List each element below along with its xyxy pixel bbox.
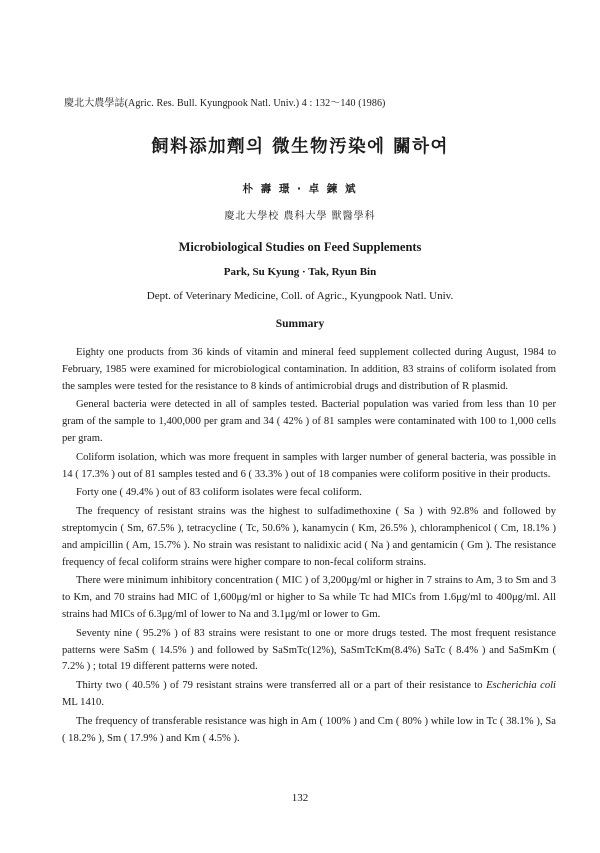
paragraph: The frequency of resistant strains was the highest to sulfadimethoxine ( Sa ) with 92.8% and followed by streptomycin ( Sm, 67.5% ), tetracycline ( Tc, 50.6% ), kanamycin ( Km, 26.5% ), chloramphenicol ( Cm, 18.1% ) and ampicillin ( Am, 15.7% ). No strain was resistant to nalidixic acid ( Na ) and gentamicin ( Gm ). The resistance frequency of fecal coliform strains were higher compare to non-fecal coliform strains. [62,506,556,568]
paragraph: There were minimum inhibitory concentration ( MIC ) of 3,200μg/ml or higher in 7 strains to Am, 3 to Sm and 3 to Km, and 70 strains had MIC of 1,600μg/ml or higher to Sa while Tc had MICs from 1.6μg/ml to 400μg/ml. All strains had MICs of 6.3μg/ml of lower to Na and 3.1μg/ml or lower to Gm. [62,575,556,620]
organism-strain: ML 1410. [62,696,104,708]
paragraph: The frequency of transferable resistance was high in Am ( 100% ) and Cm ( 80% ) while low in Tc ( 38.1% ), Sa ( 18.2% ), Sm ( 17.9% ) and Km ( 4.5% ). [62,715,556,744]
summary-body [62,345,556,749]
korean-affiliation: 慶北大學校 農科大學 獸醫學科 [224,211,376,222]
paragraph: Eighty one products from 36 kinds of vitamin and mineral feed supplement collected during August, 1984 to February, 1985 were examined for microbiological contamination. In addition, 83 strains of coliform isolated from the samples were tested for the resistance to 8 kinds of antimicrobial drugs and distribution of R plasmid. [62,347,556,392]
paragraph-text: Thirty two ( 40.5% ) of 79 resistant strains were transferred all or a part of their resistance to [76,680,487,692]
summary-heading: Summary [275,318,325,330]
korean-title: 飼料添加劑의 微生物汚染에 關하여 [151,137,449,157]
korean-authors: 朴 壽 璟 · 卓 鍊 斌 [242,183,358,195]
english-authors: Park, Su Kyung · Tak, Ryun Bin [223,266,377,278]
paragraph: General bacteria were detected in all of samples tested. Bacterial population was varied from less than 10 per gram of the sample to 1,400,000 per gram and 34 ( 42% ) of 81 samples were contaminated with 100 to 1,000 cells per gram. [62,399,556,444]
journal-citation: 慶北大農學誌(Agric. Res. Bull. Kyungpook Natl. Univ.) 4 : 132～140 (1986) [64,98,386,109]
paragraph: Forty one ( 49.4% ) out of 83 coliform isolates were fecal coliform. [76,487,362,499]
paragraph: Coliform isolation, which was more frequent in samples with larger number of general bacteria, was possible in 14 ( 17.3% ) out of 81 samples tested and 6 ( 33.3% ) out of 18 companies were coliform positive in their products. [62,451,556,480]
paragraph: Seventy nine ( 95.2% ) of 83 strains were resistant to one or more drugs tested. The most frequent resistance patterns were SaSm ( 14.5% ) and followed by SaSmTc(12%), SaSmTcKm(8.4%) SaTc ( 8.4% ) and SaSmKm ( 7.2% ) ; total 19 different patterns were noted. [62,627,556,673]
english-title: Microbiological Studies on Feed Supplements [178,240,422,254]
paragraph [62,678,556,712]
english-affiliation: Dept. of Veterinary Medicine, Coll. of Agric., Kyungpook Natl. Univ. [146,290,454,302]
organism-name: Escherichia coli [486,680,557,692]
page-number: 132 [291,792,309,804]
